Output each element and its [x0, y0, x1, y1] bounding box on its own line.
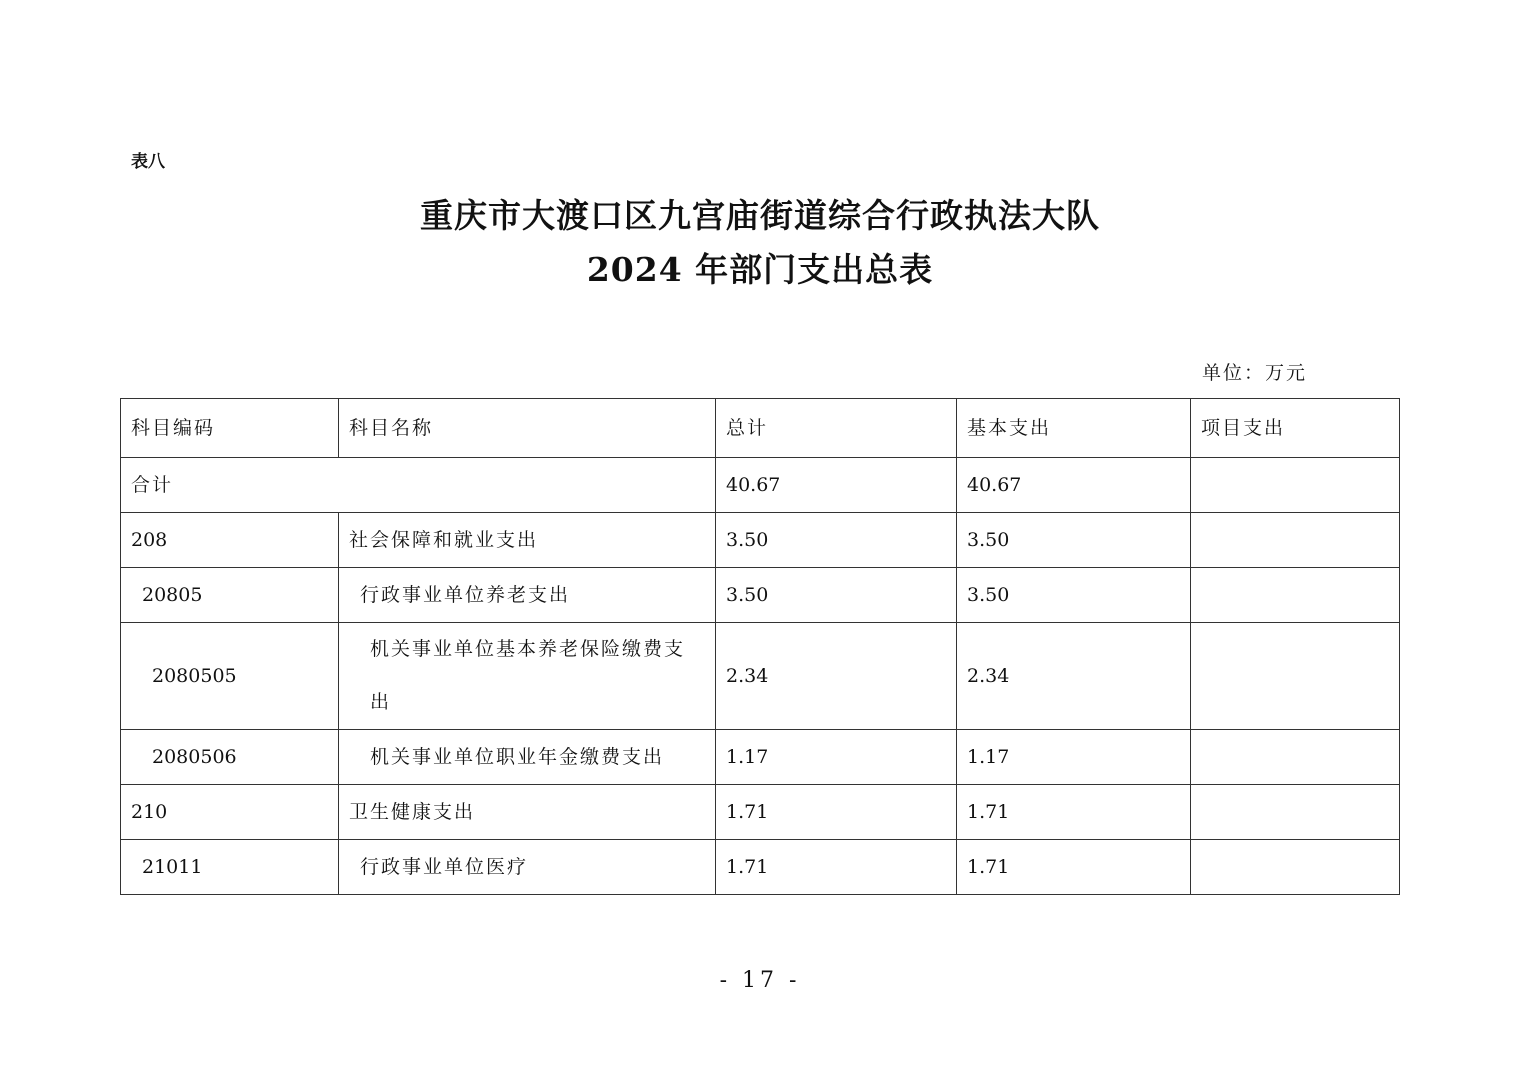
table-row — [121, 840, 1400, 895]
row-total: 1.71 — [716, 785, 957, 840]
header-basic: 基本支出 — [957, 399, 1191, 458]
row-project — [1191, 730, 1400, 785]
row-basic: 1.17 — [957, 730, 1191, 785]
row-code: 208 — [121, 513, 339, 568]
table-header-row — [121, 399, 1400, 458]
row-basic: 2.34 — [957, 623, 1191, 730]
page-title-line1: 重庆市大渡口区九宫庙街道综合行政执法大队 — [420, 196, 1100, 235]
row-name: 机关事业单位职业年金缴费支出 — [339, 730, 716, 785]
table-label: 表八 — [131, 152, 165, 172]
row-name: 行政事业单位养老支出 — [339, 568, 716, 623]
table-row — [121, 623, 1400, 730]
row-code: 2080506 — [121, 730, 339, 785]
row-total: 1.17 — [716, 730, 957, 785]
row-code: 210 — [121, 785, 339, 840]
row-code: 21011 — [121, 840, 339, 895]
row-project — [1191, 840, 1400, 895]
table-row — [121, 730, 1400, 785]
header-name: 科目名称 — [339, 399, 716, 458]
row-total: 2.34 — [716, 623, 957, 730]
row-basic: 3.50 — [957, 513, 1191, 568]
row-code: 2080505 — [121, 623, 339, 730]
table-row — [121, 568, 1400, 623]
row-project — [1191, 568, 1400, 623]
total-basic: 40.67 — [957, 458, 1191, 513]
total-label: 合计 — [121, 458, 716, 513]
row-name: 卫生健康支出 — [339, 785, 716, 840]
row-name: 社会保障和就业支出 — [339, 513, 716, 568]
table-row — [121, 513, 1400, 568]
row-name: 行政事业单位医疗 — [339, 840, 716, 895]
expenditure-table — [120, 398, 1400, 895]
row-basic: 1.71 — [957, 785, 1191, 840]
row-total: 1.71 — [716, 840, 957, 895]
row-name: 机关事业单位基本养老保险缴费支出 — [339, 623, 716, 730]
header-project: 项目支出 — [1191, 399, 1400, 458]
header-total: 总计 — [716, 399, 957, 458]
row-total: 3.50 — [716, 568, 957, 623]
total-row — [121, 458, 1400, 513]
row-project — [1191, 785, 1400, 840]
page-title-line2: 2024 年部门支出总表 — [586, 250, 934, 289]
total-total: 40.67 — [716, 458, 957, 513]
row-project — [1191, 623, 1400, 730]
header-code: 科目编码 — [121, 399, 339, 458]
row-total: 3.50 — [716, 513, 957, 568]
table-row — [121, 785, 1400, 840]
row-code: 20805 — [121, 568, 339, 623]
row-project — [1191, 513, 1400, 568]
total-project — [1191, 458, 1400, 513]
row-basic: 1.71 — [957, 840, 1191, 895]
unit-label: 单位：万元 — [1201, 362, 1307, 384]
page-number: - 17 - — [719, 968, 801, 993]
row-basic: 3.50 — [957, 568, 1191, 623]
